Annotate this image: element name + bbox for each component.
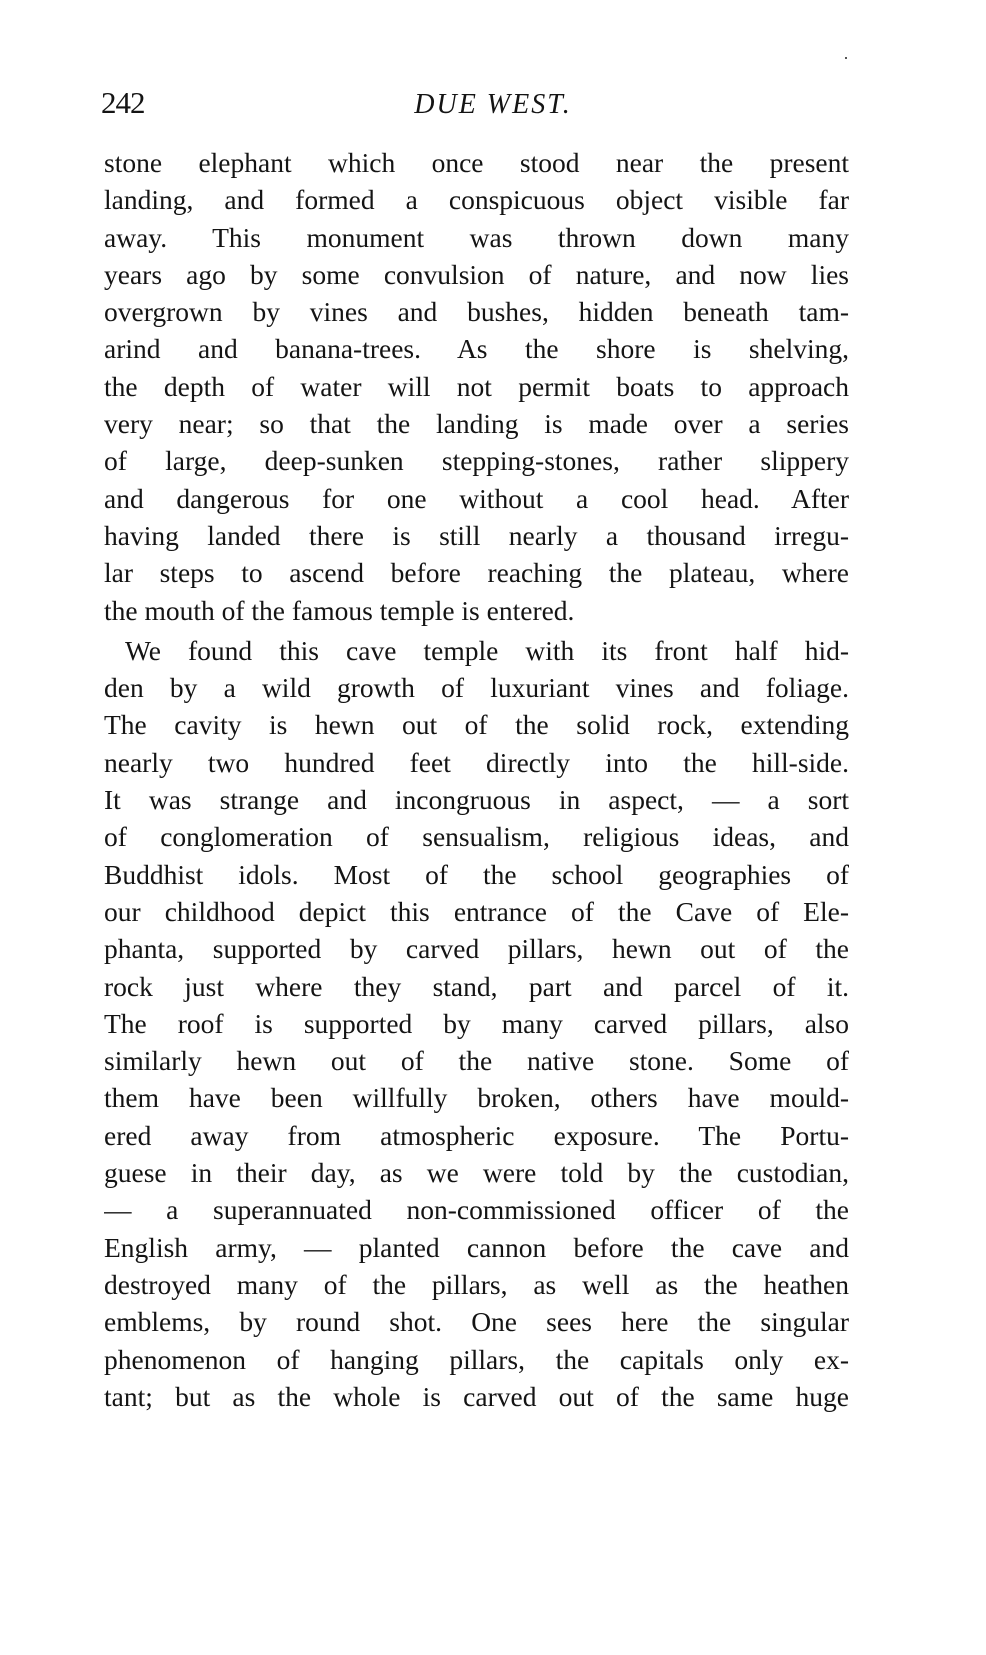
text-line: our childhood depict this entrance of the Cave of Ele- <box>104 895 849 927</box>
text-line: lar steps to ascend before reaching the plateau, where <box>104 557 849 589</box>
text-line: It was strange and incongruous in aspect, — a sort <box>104 784 849 816</box>
text-line: phenomenon of hanging pillars, the capitals only ex- <box>104 1343 849 1375</box>
text-line: having landed there is still nearly a thousand irregu- <box>104 519 849 551</box>
running-title: DUE WEST. <box>414 89 572 120</box>
text-line: guese in their day, as we were told by the custodian, <box>104 1157 849 1189</box>
text-line: The roof is supported by many carved pillars, also <box>104 1007 849 1039</box>
text-line: We found this cave temple with its front half hid- <box>125 634 849 666</box>
text-line: ered away from atmospheric exposure. The Portu- <box>104 1119 849 1151</box>
text-line: tant; but as the whole is carved out of the same huge <box>104 1380 849 1412</box>
text-line: similarly hewn out of the native stone. Some of <box>104 1045 849 1077</box>
text-line: years ago by some convulsion of nature, and now lies <box>104 258 849 290</box>
ink-speck <box>845 57 847 59</box>
text-line: destroyed many of the pillars, as well as the heathen <box>104 1268 849 1300</box>
paragraph <box>104 144 849 629</box>
text-line: emblems, by round shot. One sees here the singular <box>104 1306 849 1338</box>
text-line: the depth of water will not permit boats to approach <box>104 370 849 402</box>
text-line: phanta, supported by carved pillars, hewn out of the <box>104 933 849 965</box>
text-line: of large, deep-sunken stepping-stones, rather slippery <box>104 445 849 477</box>
text-line: Buddhist idols. Most of the school geographies of <box>104 858 849 890</box>
text-line: stone elephant which once stood near the present <box>104 147 849 178</box>
text-line: of conglomeration of sensualism, religious ideas, and <box>104 821 849 853</box>
text-line: — a superannuated non-commissioned officer of the <box>104 1194 849 1226</box>
paragraph <box>104 632 849 1415</box>
text-line: rock just where they stand, part and parcel of it. <box>104 970 849 1002</box>
text-line: overgrown by vines and bushes, hidden beneath tam- <box>104 296 849 328</box>
text-line: English army, — planted cannon before the cave and <box>104 1231 849 1263</box>
text-line: and dangerous for one without a cool head. After <box>104 482 849 514</box>
text-line: them have been willfully broken, others have mould- <box>104 1082 849 1114</box>
text-line: landing, and formed a conspicuous object visible far <box>104 184 849 216</box>
body-text <box>104 144 849 1415</box>
text-line: arind and banana-trees. As the shore is shelving, <box>104 333 849 365</box>
text-line: den by a wild growth of luxuriant vines and foliage. <box>104 672 849 704</box>
page-number: 242 <box>101 85 145 120</box>
text-line: very near; so that the landing is made over a series <box>104 408 849 440</box>
text-line: The cavity is hewn out of the solid rock, extending <box>104 709 849 741</box>
text-line: nearly two hundred feet directly into the hill-side. <box>104 746 849 778</box>
text-line: away. This monument was thrown down many <box>104 221 849 253</box>
text-line: the mouth of the famous temple is entered. <box>104 594 575 626</box>
